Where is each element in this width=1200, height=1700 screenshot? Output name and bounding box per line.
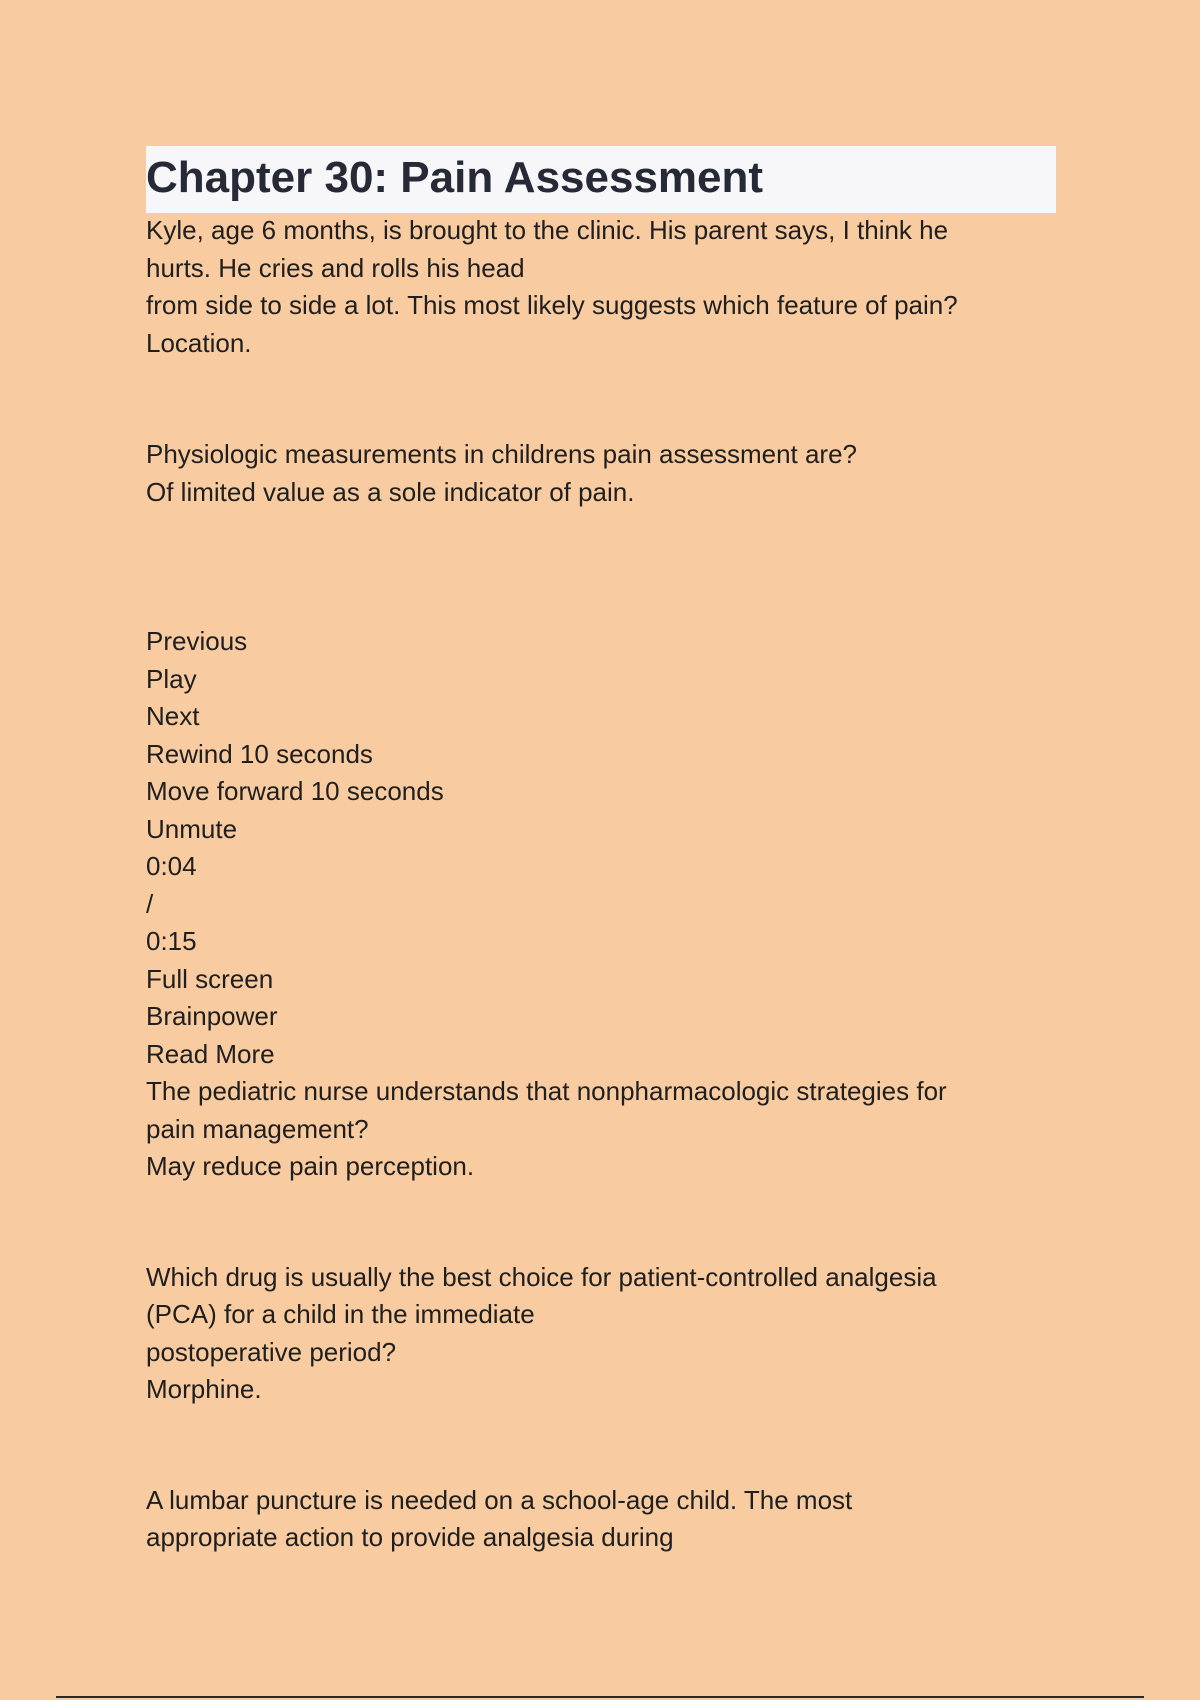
question-2: Physiologic measurements in childrens pain assessment are? [146,439,858,469]
question-4-line-1: Which drug is usually the best choice for patient-controlled analgesia [146,1261,937,1292]
page-title: Chapter 30: Pain Assessment [146,153,764,202]
question-4-line-2: (PCA) for a child in the immediate [146,1299,535,1329]
spacer [146,1186,1066,1259]
question-1-line-3: from side to side a lot. This most likely suggests which feature of pain? [146,290,958,320]
question-3-line-2: pain management? [146,1113,369,1144]
question-4-line-3: postoperative period? [146,1336,397,1367]
time-separator: / [146,888,154,919]
question-3-line-1: The pediatric nurse understands that nonpharmacologic strategies for [146,1076,947,1106]
question-1-line-2: hurts. He cries and rolls his head [146,252,525,283]
fullscreen-button[interactable]: Full screen [146,963,274,994]
forward-button[interactable]: Move forward 10 seconds [146,776,444,806]
unmute-button[interactable]: Unmute [146,813,238,844]
question-1-line-1: Kyle, age 6 months, is brought to the clinic. His parent says, I think he [146,215,949,245]
next-button[interactable]: Next [146,701,200,731]
document-body [146,212,1066,1557]
title-highlight [146,146,1056,213]
question-block-3 [146,1073,1066,1186]
question-block-5 [146,1482,1066,1557]
previous-button[interactable]: Previous [146,626,248,656]
play-button[interactable]: Play [146,663,197,694]
answer-3: May reduce pain perception. [146,1151,475,1181]
spacer [146,1409,1066,1482]
question-5-line-2: appropriate action to provide analgesia during [146,1522,674,1552]
answer-2: Of limited value as a sole indicator of pain. [146,476,635,507]
question-block-1 [146,212,1066,362]
read-more-link[interactable]: Read More [146,1038,275,1069]
question-5-line-1: A lumbar puncture is needed on a school-age child. The most [146,1484,853,1515]
page-bottom-divider [56,1696,1144,1698]
video-player-text [146,623,1066,1073]
duration: 0:15 [146,926,197,956]
answer-4: Morphine. [146,1374,262,1404]
answer-1: Location. [146,327,252,358]
current-time: 0:04 [146,851,197,881]
question-block-4 [146,1259,1066,1409]
rewind-button[interactable]: Rewind 10 seconds [146,738,373,769]
spacer [146,511,1066,623]
brand-label: Brainpower [146,1001,278,1031]
question-block-2 [146,436,1066,511]
spacer [146,362,1066,436]
